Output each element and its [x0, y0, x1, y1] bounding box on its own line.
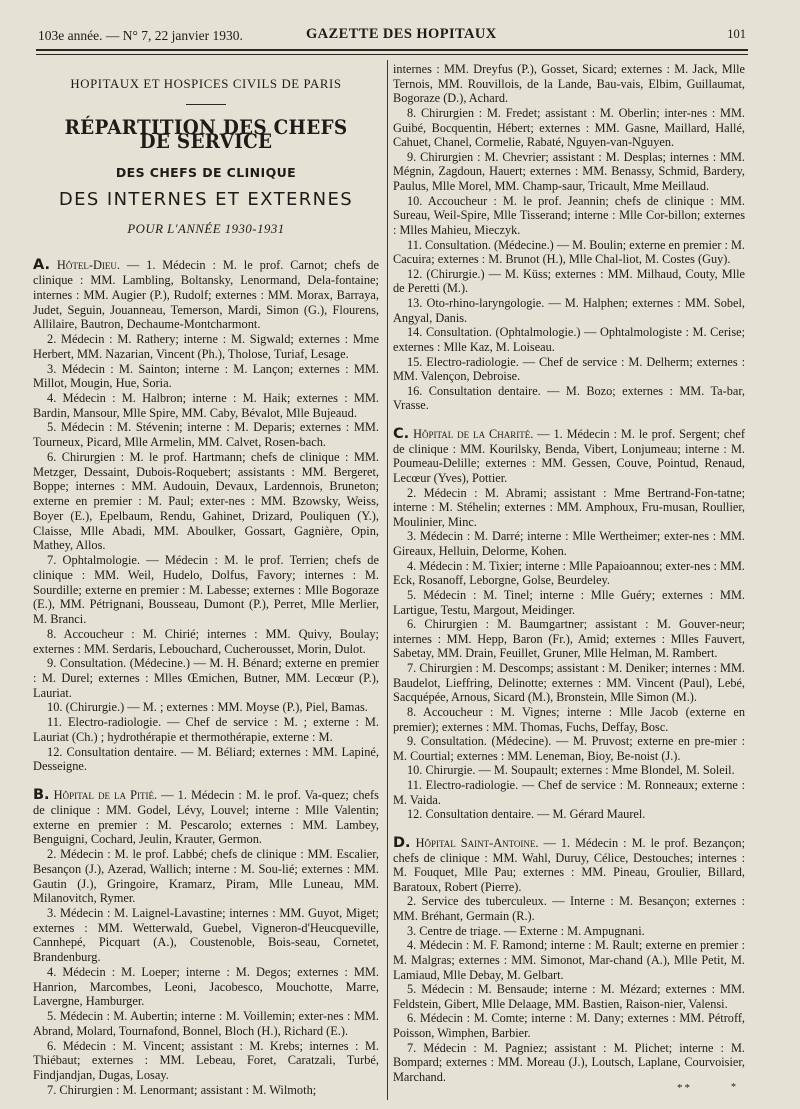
service-text: 6. Médecin : M. Comte; interne : M. Dany; externes : MM. Pétroff, Poisson, Wimphen, Barbier. — [393, 1011, 745, 1040]
subtitle-chefs-clinique: DES CHEFS DE CLINIQUE — [115, 165, 297, 181]
service-paragraph — [33, 847, 379, 906]
service-text: 4. Médecin : M. Loeper; interne : M. Degos; externes : MM. Hanrion, Marcombes, Leoni, Jacobesco, Mouchotte, Marre, Lavergne, Hamburger. — [33, 964, 379, 1009]
service-paragraph — [33, 906, 379, 965]
service-paragraph — [393, 705, 745, 734]
service-text: 5. Médecin : M. Tinel; interne : Mlle Guéry; externes : MM. Lartigue, Testu, Margout, Meidinger. — [393, 587, 745, 617]
hospital-name: Hôpital de la Pitié. — [53, 788, 158, 803]
service-paragraph — [393, 982, 745, 1011]
service-paragraph — [393, 384, 745, 413]
header-rule-thin — [36, 54, 748, 55]
service-paragraph — [33, 362, 379, 391]
service-text: 4. Médecin : M. F. Ramond; interne : M. Rault; externe en premier : M. Malgras; externes : MM. Simonot, Mar-chand (A.), Mlle Petit, M. Lamiaud, Mlle Debay, M. Gelbart. — [393, 938, 745, 982]
service-paragraph — [393, 194, 745, 238]
service-text: 8. Accoucheur : M. Vignes; interne : Mlle Jacob (externe en premier); externes : MM. Thomas, Fuchs, Deffay, Bosc. — [393, 704, 745, 734]
service-paragraph — [393, 894, 745, 923]
service-text: 10. Accoucheur : M. le prof. Jeannin; chefs de clinique : MM. Sureau, Weil-Spire, Mlle Tisserand; interne : Mlle Cor-billon; externes : Mlles Mahieu, Mieczyk. — [393, 193, 745, 237]
subtitle-internes-externes: DES INTERNES ET EXTERNES — [58, 188, 354, 210]
section-paragraph — [393, 836, 745, 895]
service-paragraph — [393, 617, 745, 661]
service-text: 12. Consultation dentaire. — M. Béliard; externes : MM. Lapiné, Desseigne. — [33, 744, 379, 774]
service-paragraph — [33, 391, 379, 420]
service-text: 13. Oto-rhino-laryngologie. — M. Halphen; externes : MM. Sobel, Angyal, Danis. — [393, 296, 745, 325]
left-column — [33, 62, 379, 1098]
service-text: 7. Chirurgien : M. Descomps; assistant : M. Deniker; internes : MM. Baudelot, Lieffring, Delinotte; externes : MM. Vincent (Paul), Lebé, Sacquépée, Arnous, Sicard (M.), Bronstein, Mlle Simon (M.). — [393, 661, 745, 705]
service-paragraph — [393, 150, 745, 194]
service-text: 3. Médecin : M. Darré; interne : Mlle Wertheimer; exter-nes : MM. Gireaux, Helluin, Delorme, Kohen. — [393, 529, 745, 558]
service-paragraph — [393, 661, 745, 705]
service-paragraph — [393, 62, 745, 106]
service-text: 10. (Chirurgie.) — M. ; externes : MM. Moyse (P.), Piel, Bamas. — [47, 700, 368, 715]
service-text: 11. Consultation. (Médecine.) — M. Boulin; externe en premier : M. Cacuira; externes : M. Brunot (H.), Mlle Chal-liot, M. Costes (Guy). — [393, 237, 745, 267]
service-paragraph — [393, 778, 745, 807]
title-rule — [186, 104, 226, 105]
service-text: — 1. Médecin : M. le prof. Va-quez; chefs de clinique : MM. Godel, Lévy, Louvel; interne : Mlle Valentin; externe en premier : M. Pescarolo; externes : MM. Lambey, Benguigni, Cochard, Jeulin, Krauter, Germon. — [33, 788, 379, 847]
service-text: 3. Médecin : M. Laignel-Lavastine; internes : MM. Guyot, Miget; externes : MM. Wetterwald, Guebel, Vigneron-d'Heucqueville, Cannhepé, Picquart (A.), Coustenoble, Bois-seau, Cornetet, Brandenburg. — [33, 905, 379, 965]
service-paragraph — [393, 807, 745, 822]
right-body — [393, 62, 745, 1085]
journal-title: GAZETTE DES HOPITAUX — [306, 26, 497, 42]
hospitals-heading: HOPITAUX ET HOSPICES CIVILS DE PARIS — [70, 77, 342, 91]
page-number: 101 — [727, 27, 746, 41]
column-divider — [387, 60, 388, 1100]
service-text: 4. Médecin : M. Halbron; interne : M. Haik; externes : MM. Bardin, Mansour, Mlle Spire, MM. Caby, Bévalot, Mlle Bujeaud. — [33, 391, 379, 420]
service-paragraph — [393, 325, 745, 354]
service-paragraph — [393, 938, 745, 982]
service-paragraph — [393, 924, 745, 939]
service-text: 8. Accoucheur : M. Chirié; internes : MM. Quivy, Boulay; externes : MM. Serdaris, Lebouchard, Cucherousset, Morin, Dulot. — [33, 626, 379, 656]
section-letter: A. — [33, 257, 50, 274]
service-paragraph — [33, 420, 379, 449]
service-text: — 1. Médecin : M. le prof. Carnot; chefs de clinique : MM. Lambling, Boltansky, Lenormand, Dela-fontaine; internes : MM. Augier (P.), Rudolf; externes : MM. Morax, Barraya, Judet, Seguin, Jouanneau, Temerson, Mardi, Simon (G.), Flourens, Allilaire, Bautron, Dechaume-Montcharmont. — [33, 258, 379, 332]
service-paragraph — [33, 1083, 379, 1098]
service-text: 5. Médecin : M. Aubertin; interne : M. Voillemin; exter-nes : MM. Abrand, Molard, Tournafond, Bonnel, Bloch (H.), Richard (E.). — [33, 1009, 379, 1038]
running-header — [38, 24, 746, 46]
hospital-name: Hôtel-Dieu. — [56, 258, 120, 273]
left-body — [33, 258, 379, 1097]
service-paragraph — [33, 965, 379, 1009]
service-text: internes : MM. Dreyfus (P.), Gosset, Sicard; externes : M. Jack, Mlle Ternois, MM. Rouvillois, de la Lande, Bau-vais, Elbim, Guillaumat, Bogoraze (D.), Achard. — [393, 62, 745, 106]
section-paragraph — [33, 258, 379, 332]
service-paragraph — [393, 238, 745, 267]
service-paragraph — [393, 1041, 745, 1085]
service-paragraph — [33, 715, 379, 744]
section-paragraph — [33, 788, 379, 847]
service-text: 7. Médecin : M. Pagniez; assistant : M. Plichet; interne : M. Bompard; externes : MM. Moreau (J.), Loutsch, Laplane, Courvoisier, Marchand. — [393, 1040, 745, 1084]
service-text: 8. Chirurgien : M. Fredet; assistant : M. Oberlin; inter-nes : MM. Guibé, Bocquentin, Hébert; externes : MM. Gasne, Maillard, Hallé, Cahuet, Chanel, Cormelie, Rabaté, Nguyen-van-Nguyen. — [393, 105, 745, 150]
service-text: 10. Chirurgie. — M. Soupault; externes : Mme Blondel, M. Soleil. — [407, 763, 735, 778]
service-text: 9. Consultation. (Médecine.) — M. H. Bénard; externe en premier : M. Durel; externes : Mlles Œmichen, Butner, MM. Lecœur (P.), Lauriat. — [33, 656, 379, 700]
service-text: 15. Electro-radiologie. — Chef de service : M. Delherm; externes : MM. Valençon, Debroise. — [393, 354, 745, 384]
service-paragraph — [33, 627, 379, 656]
service-text: 6. Médecin : M. Vincent; assistant : M. Krebs; internes : M. Thiébaut; externes : MM. Lebeau, Foret, Caratzali, Turbé, Findjandjan, Dugas, Losay. — [33, 1038, 379, 1083]
service-text: 5. Médecin : M. Stévenin; interne : M. Deparis; externes : MM. Tourneux, Picard, Mlle Armelin, MM. Calvet, Rosen-bach. — [33, 420, 379, 450]
service-paragraph — [393, 588, 745, 617]
main-title: RÉPARTITION DES CHEFS DE SERVICE — [64, 114, 348, 154]
service-text: 2. Service des tuberculeux. — Interne : M. Besançon; externes : MM. Bréhant, Germain (R.). — [393, 894, 745, 923]
service-paragraph — [393, 486, 745, 530]
service-paragraph — [33, 450, 379, 553]
service-text: 4. Médecin : M. Tixier; interne : Mlle Papaioannou; exter-nes : MM. Eck, Rosanoff, Leborgne, Golse, Beurdeley. — [393, 558, 745, 588]
service-text: 9. Consultation. (Médecine). — M. Pruvost; externe en pre-mier : M. Courtial; externes : MM. Leneman, Bioy, Be-noist (J.). — [393, 734, 745, 763]
service-paragraph — [33, 700, 379, 715]
service-text: 12. (Chirurgie.) — M. Küss; externes : MM. Milhaud, Couty, Mlle de Peretti (M.). — [393, 266, 745, 296]
service-text: 12. Consultation dentaire. — M. Gérard Maurel. — [407, 807, 646, 822]
service-text: 2. Médecin : M. Rathery; interne : M. Sigwald; externes : Mme Herbert, MM. Nazarian, Vincent (Ph.), Tholose, Turiaf, Lesage. — [33, 332, 379, 361]
service-text: 16. Consultation dentaire. — M. Bozo; externes : MM. Ta-bar, Vrasse. — [393, 383, 745, 413]
service-text: 3. Centre de triage. — Externe : M. Ampugnani. — [407, 923, 645, 938]
service-text: — 1. Médecin : M. le prof. Bezançon; chefs de clinique : MM. Wahl, Duruy, Célice, Destouches; internes : M. Fouquet, Mlle Pau; externes : MM. Pineau, Groulier, Billard, Baratoux, Robert (Pierre). — [393, 835, 745, 894]
service-text: 7. Chirurgien : M. Lenormant; assistant : M. Wilmoth; — [47, 1082, 317, 1097]
service-paragraph — [33, 745, 379, 774]
section-paragraph — [393, 427, 745, 486]
service-text: 6. Chirurgien : M. le prof. Hartmann; chefs de clinique : MM. Metzger, Dessaint, Dubois-Roquebert; assistants : MM. Bergeret, Boppe; internes : MM. Audouin, Devaux, Lardennois, Bruneton; externe en premier : M. Paul; exter-nes : MM. Bzowsky, Weiss, Boyer (E.), Epelbaum, Rendu, Gahinet, Drizard, Pouliquen (Y.), Claisse, Mlle Abadi, MM. Aboulker, Gossart, Gagnière, Opin, Mathey, Allos. — [33, 449, 379, 553]
service-text: 2. Médecin : M. le prof. Labbé; chefs de clinique : MM. Escalier, Besançon (J.), Azerad, Wallich; interne : M. Sou-lié; externes : MM. Gautin (J.), Gringoire, Kramarz, Piram, Mlle Luneau, MM. Milanovitch, Rymer. — [33, 847, 379, 906]
section-letter: D. — [393, 834, 411, 851]
service-text: 7. Ophtalmologie. — Médecin : M. le prof. Terrien; chefs de clinique : MM. Weil, Hudelo, Dolfus, Favory; internes : M. Sourdille; externe en premier : M. Labesse; externes : Mlle Bogoraze (E.), MM. Pétrignani, Bousseau, Dumont (P.), Perret, Mlle Merlier, M. Branci. — [33, 553, 379, 627]
service-paragraph — [393, 296, 745, 325]
hospital-name: Hôpital de la Charité. — [413, 427, 534, 441]
section-letter: B. — [33, 787, 50, 804]
section-letter: C. — [393, 426, 410, 442]
service-text: 14. Consultation. (Ophtalmologie.) — Ophtalmologiste : M. Cerise; externes : Mlle Kaz, M. Loiseau. — [393, 325, 745, 354]
service-paragraph — [33, 656, 379, 700]
hospital-name: Hôpital Saint-Antoine. — [415, 835, 539, 850]
service-paragraph — [33, 1009, 379, 1038]
service-paragraph — [393, 529, 745, 558]
header-rule-thick — [36, 49, 748, 51]
right-column — [393, 62, 745, 1085]
service-text: 11. Electro-radiologie. — Chef de service : M. ; externe : M. Lauriat (Ch.) ; hydrothérapie et thermothérapie, externe : M. — [33, 715, 379, 744]
service-text: — 1. Médecin : M. le prof. Sergent; chef de clinique : MM. Kourilsky, Benda, Vibert, Lonjumeau; interne : M. Poumeau-Delille; externes : MM. Gessen, Couve, Pointud, Renaud, Lecœur (Yves), Pottier. — [393, 427, 745, 485]
service-paragraph — [393, 763, 745, 778]
issue-info: 103e année. — N° 7, 22 janvier 1930. — [38, 28, 243, 43]
service-text: 9. Chirurgien : M. Chevrier; assistant : M. Desplas; internes : MM. Mégnin, Zagdoun, Hauert; externes : MM. Benassy, Schmid, Bardery, Paulus, Mlle Morel, MM. Champ-saur, Tricault, Mme Meillaud. — [393, 149, 745, 193]
service-paragraph — [33, 332, 379, 361]
service-paragraph — [393, 559, 745, 588]
year-heading: POUR L'ANNÉE 1930-1931 — [127, 221, 285, 236]
service-text: 6. Chirurgien : M. Baumgartner; assistant : M. Gouver-neur; internes : MM. Hepp, Baron (Fr.), Amid; externes : Mlles Fauvert, Sabetay, MM. Drain, Feuillet, Gruner, Mlle Helman, M. Rambert. — [393, 617, 745, 661]
service-text: 2. Médecin : M. Abrami; assistant : Mme Bertrand-Fon-tatne; interne : M. Stéhelin; externes : MM. Amphoux, Fru-musan, Roullier, Moulinier, Minc. — [393, 485, 745, 529]
footer-mark: * — [731, 1082, 736, 1093]
service-paragraph — [393, 734, 745, 763]
service-paragraph — [33, 553, 379, 627]
service-paragraph — [393, 106, 745, 150]
service-paragraph — [33, 1039, 379, 1083]
service-text: 5. Médecin : M. Bensaude; interne : M. Mézard; externes : MM. Feldstein, Gibert, Mlle Delaage, MM. Bastien, Raison-nier, Valensi. — [393, 982, 745, 1011]
service-paragraph — [393, 1011, 745, 1040]
service-text: 11. Electro-radiologie. — Chef de service : M. Ronneaux; externe : M. Vaida. — [393, 778, 745, 807]
service-paragraph — [393, 355, 745, 384]
service-paragraph — [393, 267, 745, 296]
footer-stars: ** — [677, 1082, 692, 1094]
service-text: 3. Médecin : M. Sainton; interne : M. Lançon; externes : MM. Millot, Mougin, Hue, Soria. — [33, 361, 379, 391]
